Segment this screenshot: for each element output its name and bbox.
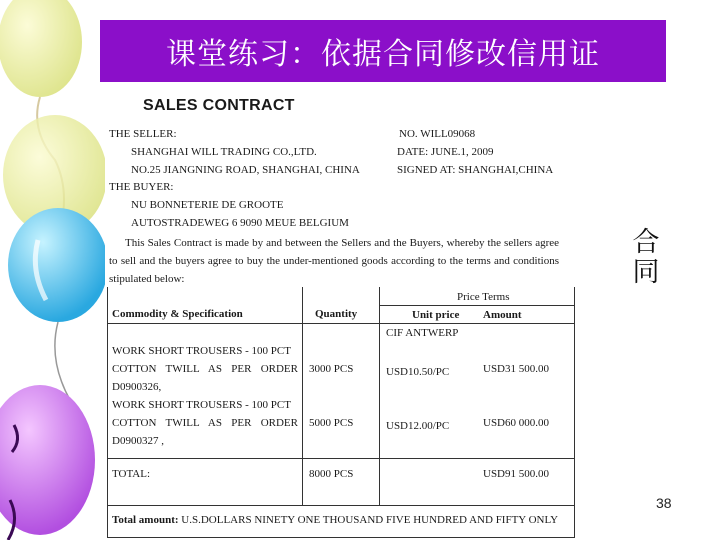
total-amount-words-value: U.S.DOLLARS NINETY ONE THOUSAND FIVE HUNDRED AND FIFTY ONLY: [181, 514, 559, 526]
slide-title: 课堂练习：依据合同修改信用证: [100, 20, 666, 82]
item2-desc-line1: WORK SHORT TROUSERS - 100 PCT: [112, 399, 291, 411]
total-amount-words: [112, 513, 558, 528]
side-glyph-top: 合: [632, 227, 660, 258]
item2-quantity: 5000 PCS: [309, 417, 354, 429]
contract-heading: SALES CONTRACT: [143, 97, 295, 114]
buyer-name: NU BONNETERIE DE GROOTE: [131, 199, 284, 211]
header-amount: Amount: [483, 309, 522, 321]
header-commodity: Commodity & Specification: [112, 308, 243, 320]
total-amount-words-label: Total amount:: [112, 514, 179, 526]
item1-desc-line3: D0900326,: [112, 381, 162, 393]
side-glyph-bottom: 同: [632, 257, 660, 288]
contract-intro-text: This Sales Contract is made by and between the Sellers and the Buyers, whereby the sellers agree to sell and the buyers agree to buy the under-mentioned goods according to the terms and conditions stipulated below:: [109, 237, 559, 285]
contract-intro: [109, 234, 559, 288]
item1-desc-line1: WORK SHORT TROUSERS - 100 PCT: [112, 345, 291, 357]
item2-amount: USD60 000.00: [483, 417, 550, 429]
side-vertical-text: [631, 228, 661, 288]
yellow-balloon-mid: [3, 115, 107, 235]
item1-unit-price: USD10.50/PC: [386, 366, 450, 378]
item2-unit-price: USD12.00/PC: [386, 420, 450, 432]
yellow-balloon-top: [0, 0, 82, 97]
item2-desc-line3: D0900327 ,: [112, 435, 164, 447]
seller-label: THE SELLER:: [109, 128, 177, 140]
total-quantity: 8000 PCS: [309, 468, 354, 480]
price-basis: CIF ANTWERP: [386, 327, 459, 339]
seller-name: SHANGHAI WILL TRADING CO.,LTD.: [131, 146, 317, 158]
signed-at: SIGNED AT: SHANGHAI,CHINA: [397, 164, 554, 176]
item1-quantity: 3000 PCS: [309, 363, 354, 375]
goods-table: [107, 287, 575, 538]
sales-contract-document: [105, 92, 575, 538]
purple-balloon: [0, 385, 95, 535]
contract-number: NO. WILL09068: [399, 128, 476, 140]
item1-desc-line2: COTTON TWILL AS PER ORDER: [112, 363, 298, 375]
page-number: 38: [656, 495, 672, 511]
buyer-label: THE BUYER:: [109, 181, 174, 193]
buyer-address: AUTOSTRADEWEG 6 9090 MEUE BELGIUM: [131, 217, 349, 229]
item2-desc-line2: COTTON TWILL AS PER ORDER: [112, 417, 298, 429]
header-unit-price: Unit price: [412, 309, 460, 321]
item1-amount: USD31 500.00: [483, 363, 550, 375]
total-label: TOTAL:: [112, 468, 151, 480]
total-amount: USD91 500.00: [483, 468, 550, 480]
header-price-terms: Price Terms: [457, 291, 510, 303]
seller-address: NO.25 JIANGNING ROAD, SHANGHAI, CHINA: [131, 164, 360, 176]
contract-date: DATE: JUNE.1, 2009: [397, 146, 494, 158]
blue-balloon: [8, 208, 108, 322]
header-quantity: Quantity: [315, 308, 358, 320]
